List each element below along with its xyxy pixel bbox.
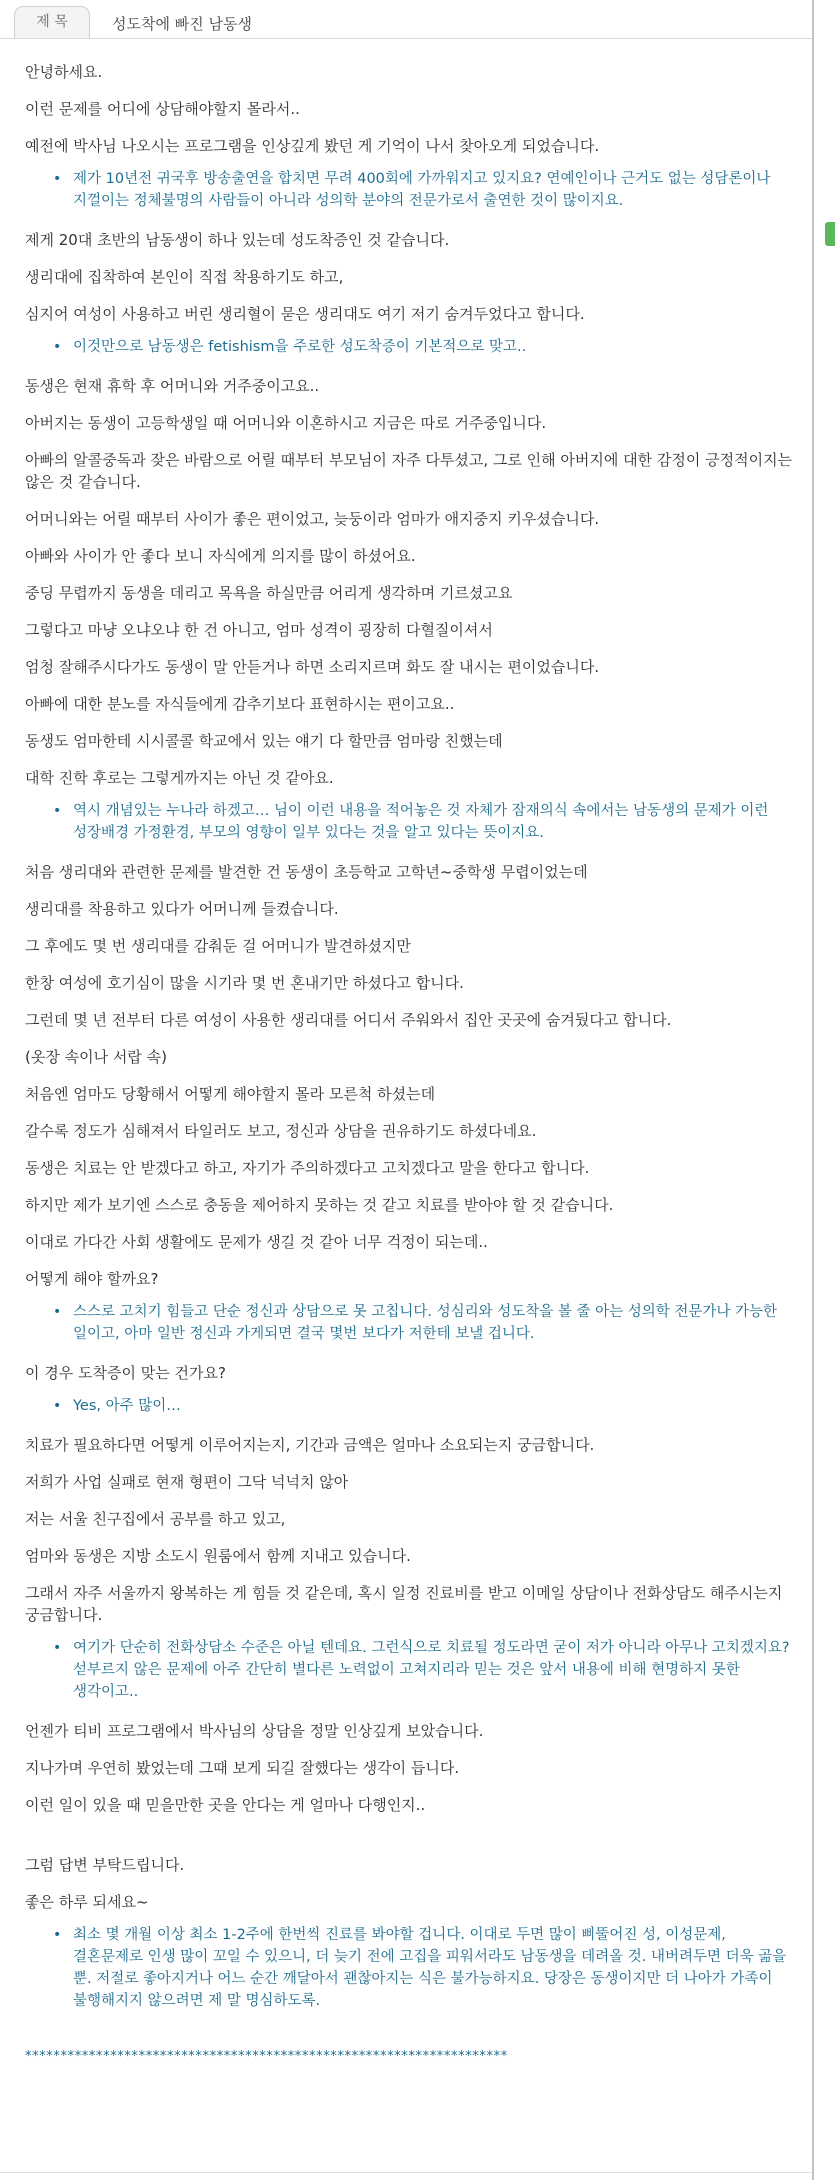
doctor-comment (25, 336, 798, 358)
question-paragraph: 그렇다고 마냥 오냐오냐 한 건 아니고, 엄마 성격이 굉장히 다혈질이셔서 (25, 621, 493, 639)
doctor-comment (25, 1637, 798, 1703)
question-paragraph: 중딩 무렵까지 동생을 데리고 목욕을 하실만큼 어리게 생각하며 기르셨고요 (25, 584, 513, 602)
bullet-icon: • (53, 171, 62, 187)
comment-text: 역시 개념있는 누나라 하겠고… 님이 이런 내용을 적어놓은 것 자체가 잠재의식 속에서는 남동생의 문제가 이런 성장배경 가정환경, 부모의 영향이 일부 있다는 것을 알고 있다는 뜻이지요. (73, 803, 769, 841)
question-paragraph: 예전에 박사님 나오시는 프로그램을 인상깊게 봤던 게 기억이 나서 찾아오게 되었습니다. (25, 137, 600, 155)
question-paragraph: 어떻게 해야 할까요? (25, 1270, 159, 1288)
bullet-icon: • (53, 1304, 62, 1320)
question-paragraph: 심지어 여성이 사용하고 버린 생리혈이 묻은 생리대도 여기 저기 숨겨두었다고 합니다. (25, 305, 585, 323)
question-paragraph: 이 경우 도착증이 맞는 건가요? (25, 1364, 226, 1382)
question-paragraph: 하지만 제가 보기엔 스스로 충동을 제어하지 못하는 것 같고 치료를 받아야 할 것 같습니다. (25, 1196, 614, 1214)
doctor-comment (25, 800, 798, 844)
doctor-comment (25, 1924, 798, 2012)
question-paragraph: 그럼 답변 부탁드립니다. (25, 1856, 185, 1874)
question-paragraph: 아빠에 대한 분노를 자식들에게 감추기보다 표현하시는 편이고요.. (25, 695, 455, 713)
question-paragraph: 갈수록 정도가 심해져서 타일러도 보고, 정신과 상담을 권유하기도 하셨다네요. (25, 1122, 537, 1140)
comment-text: Yes, 아주 많이… (73, 1398, 181, 1414)
doctor-comment (25, 168, 798, 212)
question-paragraph: 지나가며 우연히 봤었는데 그때 보게 되길 잘했다는 생각이 듭니다. (25, 1759, 460, 1777)
footer-divider (0, 2172, 812, 2173)
question-paragraph: 엄마와 동생은 지방 소도시 원룸에서 함께 지내고 있습니다. (25, 1547, 411, 1565)
question-paragraph: 이런 문제를 어디에 상담해야할지 몰라서.. (25, 100, 300, 118)
question-paragraph: 생리대를 착용하고 있다가 어머니께 들켰습니다. (25, 900, 339, 918)
question-paragraph: 이런 일이 있을 때 믿을만한 곳을 안다는 게 얼마나 다행인지.. (25, 1796, 426, 1814)
question-paragraph: 대학 진학 후로는 그렇게까지는 아닌 것 같아요. (25, 769, 334, 787)
asterisk-separator: ******************************************************************** (25, 2049, 508, 2064)
question-paragraph: 아빠와 사이가 안 좋다 보니 자식에게 의지를 많이 하셨어요. (25, 547, 416, 565)
question-paragraph: 그런데 몇 년 전부터 다른 여성이 사용한 생리대를 어디서 주워와서 집안 곳곳에 숨겨뒀다고 합니다. (25, 1011, 672, 1029)
question-paragraph: 저희가 사업 실패로 현재 형편이 그닥 넉넉치 않아 (25, 1473, 349, 1491)
question-paragraph: 생리대에 집착하여 본인이 직접 착용하기도 하고, (25, 268, 344, 286)
question-paragraph: 아버지는 동생이 고등학생일 때 어머니와 이혼하시고 지금은 따로 거주중입니다. (25, 414, 547, 432)
question-paragraph: 처음엔 엄마도 당황해서 어떻게 해야할지 몰라 모른척 하셨는데 (25, 1085, 436, 1103)
comment-text: 최소 몇 개월 이상 최소 1-2주에 한번씩 진료를 봐야할 겁니다. 이대로 두면 많이 삐뚤어진 성, 이성문제, 결혼문제로 인생 많이 꼬일 수 있으니, 더 늦기 전에 고집을 피워서라도 남동생을 데려올 것. 내버려두면 더욱 곪을 뿐. 저절로 좋아지거나 어느 순간 깨달아서 괜찮아지는 식은 불가능하지요. 당장은 동생이지만 더 나아가 가족이 불행해지지 않으려면 제 말 명심하도록. (73, 1927, 787, 2009)
question-paragraph: 어머니와는 어릴 때부터 사이가 좋은 편이었고, 늦둥이라 엄마가 애지중지 키우셨습니다. (25, 510, 600, 528)
question-paragraph: 한창 여성에 호기심이 많을 시기라 몇 번 혼내기만 하셨다고 합니다. (25, 974, 464, 992)
question-paragraph: 안녕하세요. (25, 63, 103, 81)
post-subject: 성도착에 빠진 남동생 (112, 15, 252, 33)
bullet-icon: • (53, 339, 62, 355)
comment-text: 스스로 고치기 힘들고 단순 정신과 상담으로 못 고칩니다. 성심리와 성도착을 볼 줄 아는 성의학 전문가나 가능한 일이고, 아마 일반 정신과 가게되면 결국 몇번 보다가 저한테 보낼 겁니다. (73, 1304, 778, 1342)
question-paragraph: 동생은 현재 휴학 후 어머니와 거주중이고요.. (25, 377, 320, 395)
question-paragraph: 이대로 가다간 사회 생활에도 문제가 생길 것 같아 너무 걱정이 되는데.. (25, 1233, 488, 1251)
question-paragraph: 치료가 필요하다면 어떻게 이루어지는지, 기간과 금액은 얼마나 소요되는지 궁금합니다. (25, 1436, 595, 1454)
doctor-comment (25, 1301, 798, 1345)
doctor-comment (25, 1395, 798, 1417)
question-paragraph: 제게 20대 초반의 남동생이 하나 있는데 성도착증인 것 같습니다. (25, 231, 450, 249)
question-paragraph: 그래서 자주 서울까지 왕복하는 게 힘들 것 같은데, 혹시 일정 진료비를 받고 이메일 상담이나 전화상담도 해주시는지 궁금합니다. (25, 1584, 783, 1624)
question-paragraph: (옷장 속이나 서랍 속) (25, 1048, 167, 1066)
comment-text: 여기가 단순히 전화상담소 수준은 아닐 텐데요. 그런식으로 치료될 정도라면 굳이 저가 아니라 아무나 고치겠지요? 섣부르지 않은 문제에 아주 간단히 별다른 노력없이 고쳐지리라 믿는 것은 앞서 내용에 비해 현명하지 못한 생각이고.. (73, 1640, 790, 1700)
comment-text: 이것만으로 남동생은 fetishism을 주로한 성도착증이 기본적으로 맞고.. (73, 339, 527, 355)
question-paragraph: 좋은 하루 되세요~ (25, 1893, 149, 1911)
bullet-icon: • (53, 1640, 62, 1656)
question-paragraph: 언젠가 티비 프로그램에서 박사님의 상담을 정말 인상깊게 보았습니다. (25, 1722, 484, 1740)
question-paragraph: 아빠의 알콜중독과 잦은 바람으로 어릴 때부터 부모님이 자주 다투셨고, 그로 인해 아버지에 대한 감정이 긍정적이지는 않은 것 같습니다. (25, 451, 793, 491)
question-paragraph: 엄청 잘해주시다가도 동생이 말 안듣거나 하면 소리지르며 화도 잘 내시는 편이었습니다. (25, 658, 600, 676)
subject-tab-label: 제 목 (14, 6, 90, 38)
question-paragraph: 동생도 엄마한테 시시콜콜 학교에서 있는 얘기 다 할만큼 엄마랑 친했는데 (25, 732, 503, 750)
post-content (0, 40, 812, 2066)
side-scroll-tab[interactable] (825, 222, 835, 246)
bullet-icon: • (53, 1398, 62, 1414)
frame-right-border (812, 0, 814, 2180)
bullet-icon: • (53, 803, 62, 819)
question-paragraph: 그 후에도 몇 번 생리대를 감춰둔 걸 어머니가 발견하셨지만 (25, 937, 411, 955)
comment-text: 제가 10년전 귀국후 방송출연을 합치면 무려 400회에 가까워지고 있지요? 연예인이나 근거도 없는 성담론이나 지껄이는 정체불명의 사람들이 아니라 성의학 분야의 전문가로서 출연한 것이 많이지요. (73, 171, 771, 209)
header-divider (0, 38, 812, 39)
subject-header (0, 0, 812, 40)
question-paragraph: 처음 생리대와 관련한 문제를 발견한 건 동생이 초등학교 고학년~중학생 무렵이었는데 (25, 863, 588, 881)
question-paragraph: 저는 서울 친구집에서 공부를 하고 있고, (25, 1510, 286, 1528)
bullet-icon: • (53, 1927, 62, 1943)
question-paragraph: 동생은 치료는 안 받겠다고 하고, 자기가 주의하겠다고 고치겠다고 말을 한다고 합니다. (25, 1159, 590, 1177)
